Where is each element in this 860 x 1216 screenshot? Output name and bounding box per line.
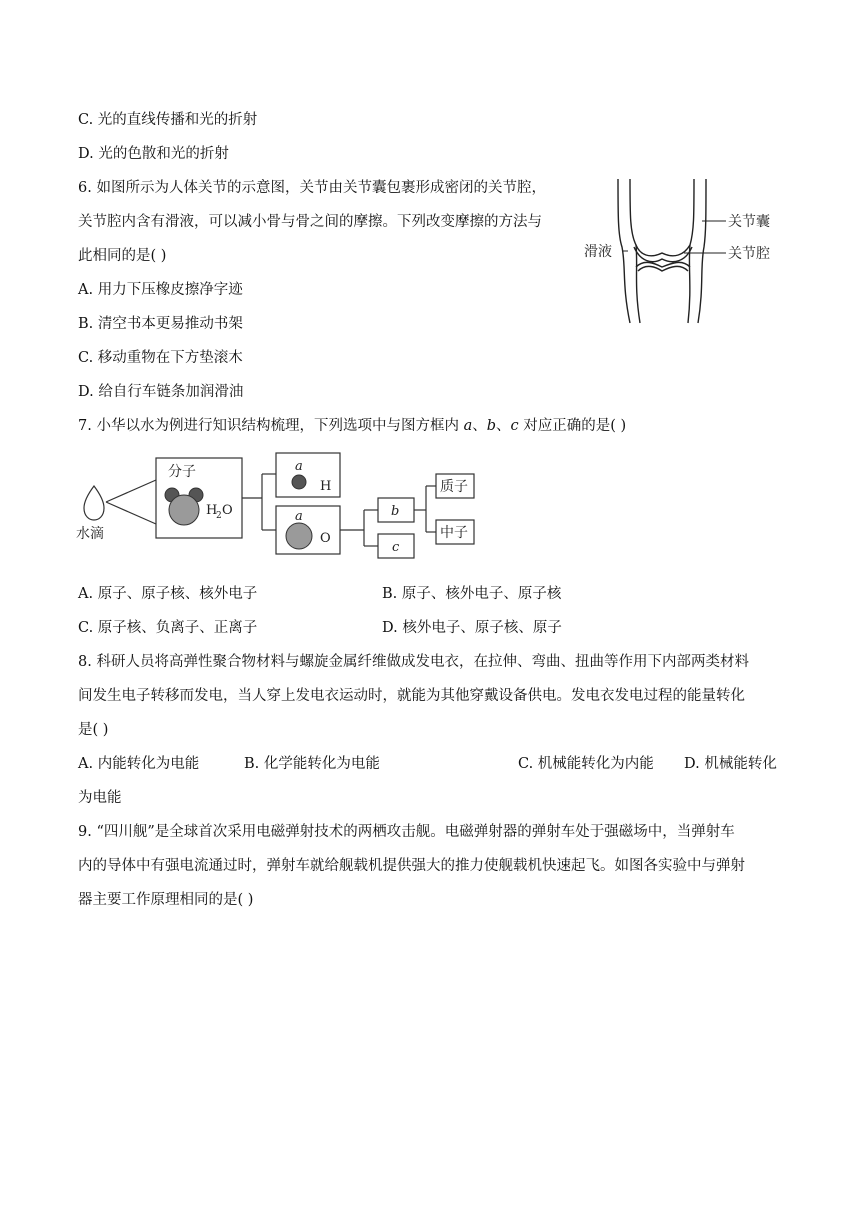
option-a-q6: A. 用力下压橡皮擦净字迹 (78, 282, 243, 298)
option-b-q8: B. 化学能转化为电能 (244, 756, 380, 772)
molecule-oxygen (169, 495, 199, 525)
option-d-q8-part-1: D. 机械能转化 (684, 756, 777, 772)
label-joint-cavity: 关节腔 (728, 246, 770, 262)
joint-left-inner-contour (630, 179, 640, 323)
box-a2-letter: a (295, 509, 303, 524)
option-c-q6: C. 移动重物在下方垫滚木 (78, 350, 243, 366)
label-proton: 质子 (440, 479, 468, 495)
q7-letter-a: a (463, 418, 473, 434)
q7-letter-c: c (510, 418, 519, 434)
joint-right-inner-contour (688, 179, 694, 323)
option-b-q6: B. 清空书本更易推动书架 (78, 316, 243, 332)
q7-separator-1: 、 (472, 418, 487, 434)
oxygen-atom (286, 523, 312, 549)
q7-separator-2: 、 (496, 418, 511, 434)
question-8-line-1: 8. 科研人员将高弹性聚合物材料与螺旋金属纤维做成发电衣，在拉伸、弯曲、扭曲等作用下内部两类材料 (78, 654, 749, 670)
box-a2-symbol: O (320, 531, 331, 546)
option-b-q7: B. 原子、核外电子、原子核 (382, 586, 562, 602)
label-water-drop: 水滴 (76, 526, 104, 542)
hydrogen-atom (292, 475, 306, 489)
water-drop-icon (84, 486, 104, 520)
box-b-letter: b (391, 504, 400, 519)
label-neutron: 中子 (440, 525, 468, 541)
option-a-q8: A. 内能转化为电能 (78, 756, 200, 772)
box-a1-symbol: H (320, 479, 332, 494)
box-a1-letter: a (295, 459, 303, 474)
question-9-line-1: 9. “四川舰”是全球首次采用电磁弹射技术的两栖攻击舰。电磁弹射器的弹射车处于强磁场中，当弹射车 (78, 824, 735, 840)
option-a-q7: A. 原子、原子核、核外电子 (78, 586, 258, 602)
upper-bone-head (636, 245, 690, 256)
option-c-q7: C. 原子核、负离子、正离子 (78, 620, 258, 636)
option-d-q8-part-2: 为电能 (78, 790, 122, 806)
option-d-q7: D. 核外电子、原子核、原子 (382, 620, 562, 636)
q7-text-suffix: 对应正确的是( ) (518, 418, 627, 434)
option-d-q6: D. 给自行车链条加润滑油 (78, 384, 244, 400)
question-8-line-2: 间发生电子转移而发电，当人穿上发电衣运动时，就能为其他穿戴设备供电。发电衣发电过程的能量转化 (78, 688, 745, 704)
box-c-letter: c (392, 540, 400, 555)
q7-text-prefix: 7. 小华以水为例进行知识结构梳理，下列选项中与图方框内 (78, 418, 464, 434)
water-structure-diagram (76, 448, 480, 560)
question-8-line-3: 是( ) (78, 722, 109, 738)
label-synovial-fluid: 滑液 (584, 244, 612, 260)
option-c-q5: C. 光的直线传播和光的折射 (78, 112, 258, 128)
label-joint-capsule: 关节囊 (728, 214, 770, 230)
option-c-q8: C. 机械能转化为内能 (518, 756, 654, 772)
option-d-q5: D. 光的色散和光的折射 (78, 146, 229, 162)
label-molecule: 分子 (168, 464, 196, 480)
q7-letter-b: b (486, 418, 497, 434)
question-6-line-1: 6. 如图所示为人体关节的示意图，关节由关节囊包裹形成密闭的关节腔， (78, 180, 546, 196)
question-6-line-3: 此相同的是( ) (78, 248, 167, 264)
water-formula-o: O (222, 503, 233, 518)
question-6-line-2: 关节腔内含有滑液，可以减小骨与骨之间的摩擦。下列改变摩擦的方法与 (78, 214, 542, 230)
water-formula-subscript: 2 (216, 511, 222, 521)
joint-cavity-upper (634, 247, 692, 262)
joint-right-outer-contour (698, 179, 706, 323)
joint-diagram (578, 175, 788, 327)
question-9-line-3: 器主要工作原理相同的是( ) (78, 892, 254, 908)
question-7-line (78, 416, 626, 436)
question-9-line-2: 内的导体中有强电流通过时，弹射车就给舰载机提供强大的推力使舰载机快速起飞。如图各实验中与弹射 (78, 858, 745, 874)
water-formula-h: H (206, 503, 218, 518)
